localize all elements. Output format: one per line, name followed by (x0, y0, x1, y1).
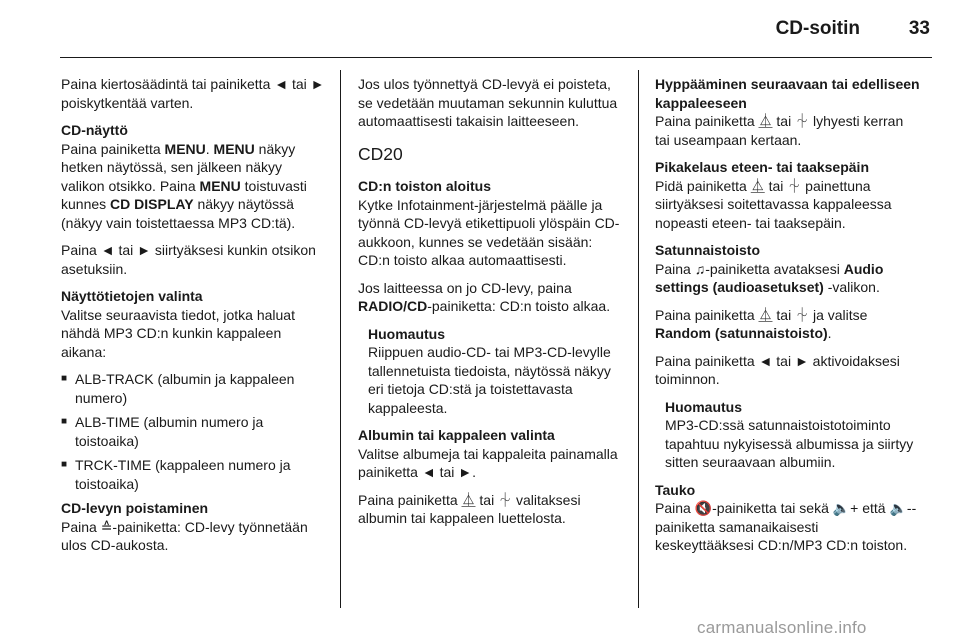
column-1 (61, 75, 327, 564)
list-item: ■ ALB-TIME (albumin numero ja toistoaika) (61, 414, 264, 449)
intro-paragraph: Paina kiertosäädintä tai painiketta ◄ tai ► poiskytkentää varten. (61, 76, 325, 111)
random-paragraph-3: Paina painiketta ◄ tai ► aktivoidaksesi toiminnon. (655, 352, 900, 387)
cd-display-paragraph: Paina painiketta MENU. MENU näkyy hetken näytössä, sen jälkeen näkyy valikon otsikko. Paina MENU toistuvasti kunnes CD DISPLAY näkyy näytössä (näkyy vain toistettaessa MP3 CD:tä). (61, 140, 307, 231)
note-text: Riippuen audio-CD- tai MP3-CD-levylle tallennetuista tiedoista, näytössä näkyy eri tietoja CD:stä ja toistettavasta kappaleesta. (368, 344, 611, 416)
fast-forward-heading: Pikakelaus eteen- tai taaksepäin (655, 159, 869, 175)
info-paragraph: Valitse seuraavista tiedot, jotka haluat nähdä MP3 CD:n kunkin kappaleen aikana: (61, 306, 295, 360)
column-divider-1 (340, 70, 341, 608)
info-option-list (61, 370, 327, 493)
fast-forward-paragraph: Pidä painiketta ⏅ tai ⏆ painettuna siirtyäksesi soitettavassa kappaleessa nopeasti eteen- tai taaksepäin. (655, 177, 892, 231)
pause-paragraph: Paina 🔇-painiketta tai sekä 🔈+ että 🔈--painiketta samanaikaisesti keskeyttääksesi CD:n/MP3 CD:n toiston. (655, 500, 917, 553)
eject-heading: CD-levyn poistaminen (61, 500, 209, 516)
random-paragraph-2: Paina painiketta ⏅ tai ⏆ ja valitse Random (satunnaistoisto). (655, 306, 868, 341)
list-item: ■ TRCK-TIME (kappaleen numero ja toistoaika) (61, 457, 291, 492)
page-header-title: CD-soitin (775, 18, 860, 39)
eject-paragraph: Paina ≙-painiketta: CD-levy työnnetään ulos CD-aukosta. (61, 518, 308, 553)
album-paragraph-2: Paina painiketta ⏅ tai ⏆ valitaksesi albumin tai kappaleen luettelosta. (358, 491, 581, 526)
section-title-cd20: CD20 (358, 143, 403, 164)
album-heading: Albumin tai kappaleen valinta (358, 427, 555, 443)
pause-heading: Tauko (655, 481, 696, 498)
list-item: ■ ALB-TRACK (albumin ja kappaleen numero) (61, 371, 295, 406)
cd-display-heading: CD-näyttö (61, 122, 128, 138)
start-heading: CD:n toiston aloitus (358, 178, 491, 194)
skip-paragraph: Paina painiketta ⏅ tai ⏆ lyhyesti kerran tai useampaan kertaan. (655, 113, 904, 148)
start-paragraph-1: Kytke Infotainment-järjestelmä päälle ja työnnä CD-levyä etikettipuoli ylöspäin CD-aukkoon, kunnes se vedetään sisään: CD:n toisto alkaa automaattisesti. (358, 196, 620, 268)
column-2 (358, 75, 624, 537)
bullet-icon: ■ (61, 416, 68, 427)
random-paragraph-1: Paina ♫-painiketta avataksesi Audio settings (audioasetukset) -valikon. (655, 260, 884, 295)
note-text: MP3-CD:ssä satunnaistoistotoiminto tapahtuu nykyisessä albumissa ja siirtyy sitten seuraavaan albumiin. (665, 417, 914, 470)
note-title: Huomautus (665, 398, 742, 415)
header-rule (60, 57, 932, 58)
random-heading: Satunnaistoisto (655, 242, 761, 258)
info-heading: Näyttötietojen valinta (61, 288, 203, 304)
eject-continued-paragraph: Jos ulos työnnettyä CD-levyä ei poisteta, se vedetään muutaman sekunnin kuluttua automaattisesti takaisin laitteeseen. (358, 76, 618, 129)
column-3 (655, 75, 921, 564)
album-paragraph-1: Valitse albumeja tai kappaleita painamalla painiketta ◄ tai ►. (358, 445, 618, 480)
note-title: Huomautus (368, 325, 445, 342)
cd-display-paragraph-2: Paina ◄ tai ► siirtyäksesi kunkin otsikon asetuksiin. (61, 242, 316, 277)
note-box (655, 398, 921, 472)
start-paragraph-2: Jos laitteessa on jo CD-levy, paina RADIO/CD-painiketta: CD:n toisto alkaa. (358, 279, 611, 314)
watermark: carmanualsonline.info (697, 618, 867, 637)
skip-heading: Hyppääminen seuraavaan tai edelliseen kappaleeseen (655, 76, 920, 111)
note-box (358, 325, 624, 418)
page-number: 33 (908, 18, 930, 39)
bullet-icon: ■ (61, 373, 68, 384)
bullet-icon: ■ (61, 459, 68, 470)
column-divider-2 (638, 70, 639, 608)
